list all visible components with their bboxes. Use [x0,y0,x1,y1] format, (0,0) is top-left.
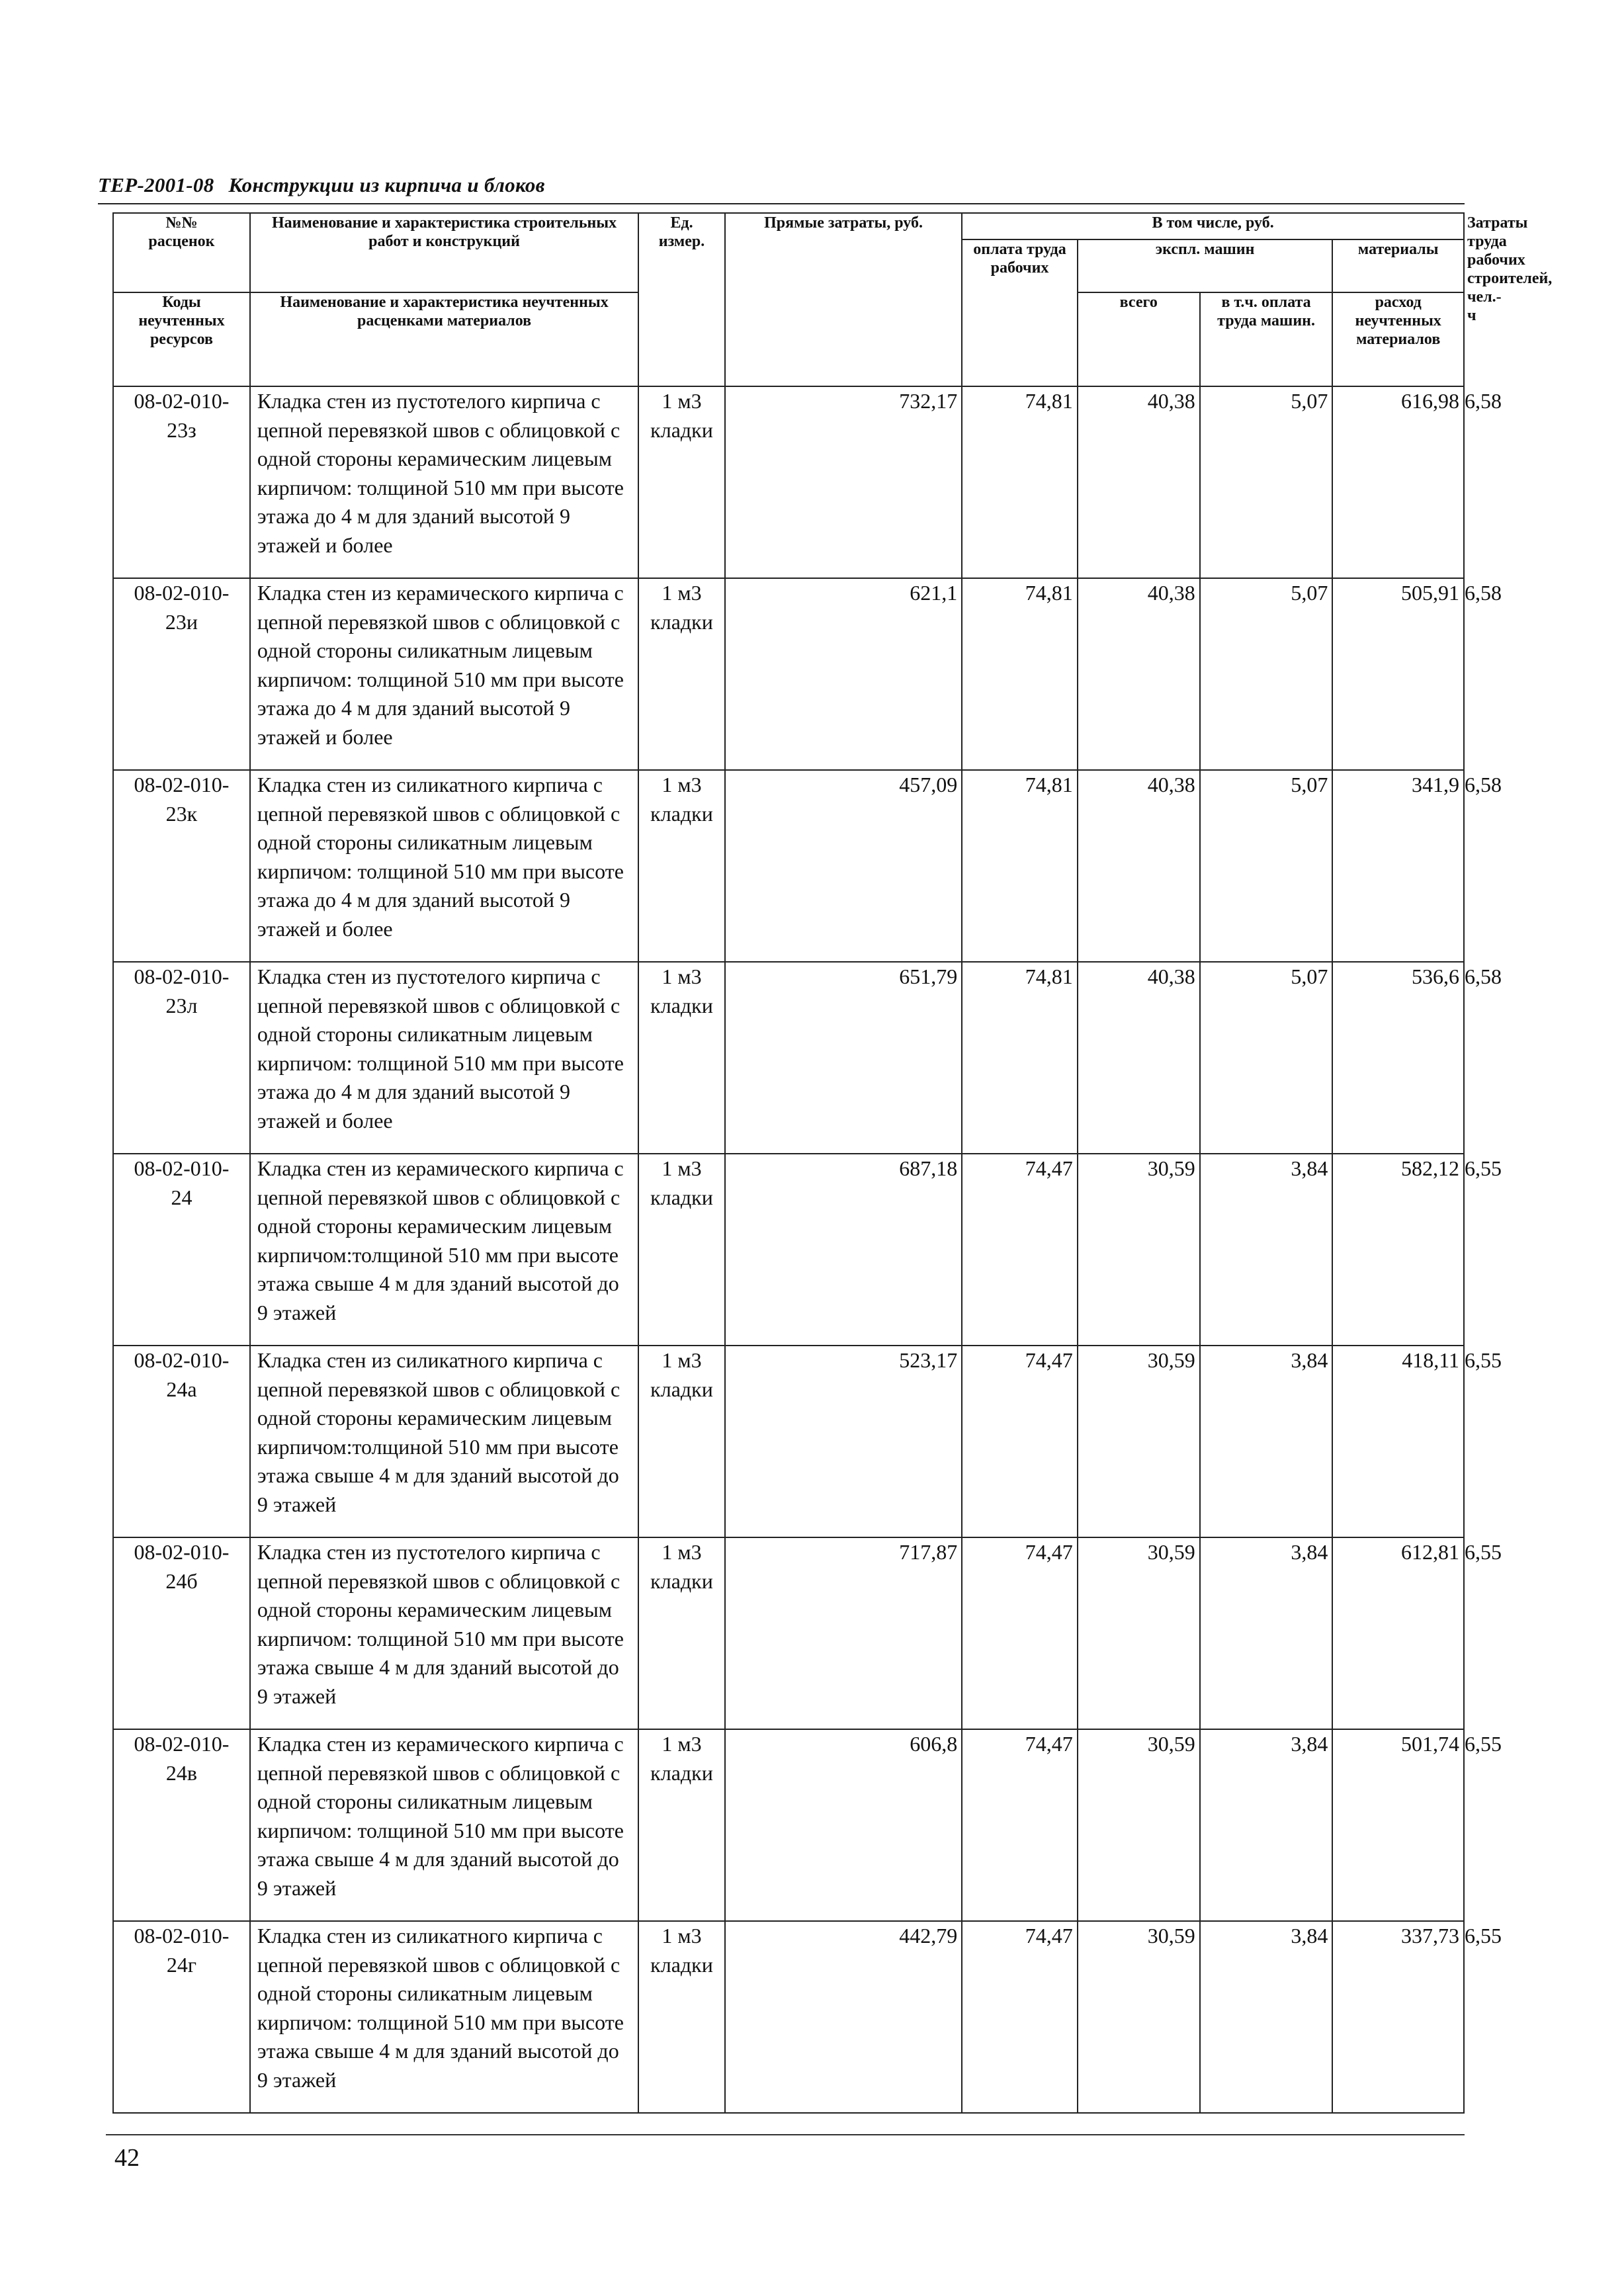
table-row: 08-02-010- 23к Кладка стен из силикатного кирпича с цепной перевязкой швов с облицовкой с одной стороны силикатным лицевым кирпичом: толщиной 510 мм при высоте этажа до 4 м для зданий высотой 9 этажей и более 1 м3 кладки 457,09 74,81 40,38 5,07 341,9 6,58 [113,770,1464,962]
rate-code-suffix: 24 [171,1185,192,1209]
unit-label: кладки [650,1568,713,1593]
col-header-machines: экспл. машин [1078,239,1333,292]
document-title: Конструкции из кирпича и блоков [228,173,545,196]
direct-cost: 687,18 [725,1154,962,1346]
header-divider [98,203,1465,204]
rate-code-suffix: 24б [165,1568,198,1593]
col-header-wage: оплата труда рабочих [962,239,1078,386]
unit-value: 1 м3 [662,1348,702,1372]
rate-unit [638,578,725,770]
unit-label: кладки [650,1185,713,1209]
col-header-materials: материалы [1332,239,1464,292]
worker-wage: 74,47 [962,1921,1078,2113]
rate-code [113,962,250,1154]
materials-cost: 341,9 [1332,770,1464,962]
rate-unit [638,386,725,578]
unit-value: 1 м3 [662,1732,702,1756]
rate-unit [638,1346,725,1537]
unit-value: 1 м3 [662,1156,702,1180]
unit-value: 1 м3 [662,1924,702,1948]
machine-cost: 30,59 [1078,1537,1200,1729]
unit-value: 1 м3 [662,581,702,605]
col-header-name: Наименование и характеристика строительных работ и конструкций [250,213,638,292]
materials-cost: 505,91 [1332,578,1464,770]
rates-table [112,212,1553,2114]
rate-unit [638,962,725,1154]
rate-unit [638,1921,725,2113]
direct-cost: 732,17 [725,386,962,578]
materials-cost: 582,12 [1332,1154,1464,1346]
machine-wage: 5,07 [1200,962,1333,1154]
rate-code [113,578,250,770]
worker-wage: 74,47 [962,1537,1078,1729]
materials-cost: 536,6 [1332,962,1464,1154]
worker-wage: 74,81 [962,578,1078,770]
worker-wage: 74,47 [962,1729,1078,1921]
machine-wage: 5,07 [1200,386,1333,578]
machine-wage: 3,84 [1200,1537,1333,1729]
worker-wage: 74,47 [962,1346,1078,1537]
col-header-direct: Прямые затраты, руб. [725,213,962,386]
rate-description: Кладка стен из пустотелого кирпича с цепной перевязкой швов с облицовкой с одной стороны керамическим лицевым кирпичом: толщиной 510 мм при высоте этажа до 4 м для зданий высотой 9 этажей и более [250,386,638,578]
rate-unit [638,770,725,962]
direct-cost: 621,1 [725,578,962,770]
direct-cost: 523,17 [725,1346,962,1537]
rate-code-suffix: 23з [167,417,196,442]
col-header-including: В том числе, руб. [962,213,1464,239]
machine-cost: 40,38 [1078,578,1200,770]
machine-cost: 30,59 [1078,1154,1200,1346]
rate-code [113,386,250,578]
table-row: 08-02-010- 24 Кладка стен из керамического кирпича с цепной перевязкой швов с облицовкой с одной стороны керамическим лицевым кирпичом:толщиной 510 мм при высоте этажа свыше 4 м для зданий высотой до 9 этажей 1 м3 кладки 687,18 74,47 30,59 3,84 582,12 6,55 [113,1154,1464,1346]
rate-code-suffix: 24г [166,1952,197,1977]
col-header-resource-codes: Коды неучтенных ресурсов [113,292,250,386]
rate-unit [638,1537,725,1729]
rate-code [113,1346,250,1537]
header-row-1: №№ расценок Наименование и характеристика строительных работ и конструкций Ед. измер. Прямые затраты, руб. В том числе, руб. Затраты труда рабочих строителей, чел.-ч [113,213,1464,239]
machine-cost: 40,38 [1078,770,1200,962]
rate-description: Кладка стен из керамического кирпича с цепной перевязкой швов с облицовкой с одной стороны керамическим лицевым кирпичом:толщиной 510 мм при высоте этажа свыше 4 м для зданий высотой до 9 этажей [250,1154,638,1346]
materials-cost: 501,74 [1332,1729,1464,1921]
materials-cost: 612,81 [1332,1537,1464,1729]
rate-code-suffix: 23и [165,609,198,634]
rate-code-suffix: 23л [165,993,198,1017]
rate-code-prefix: 08-02-010- [134,773,230,796]
rate-code-prefix: 08-02-010- [134,965,230,988]
rate-code-suffix: 23к [165,801,198,826]
unit-value: 1 м3 [662,1540,702,1564]
direct-cost: 442,79 [725,1921,962,2113]
table-row: 08-02-010- 23з Кладка стен из пустотелого кирпича с цепной перевязкой швов с облицовкой с одной стороны керамическим лицевым кирпичом: толщиной 510 мм при высоте этажа до 4 м для зданий высотой 9 этажей и более 1 м3 кладки 732,17 74,81 40,38 5,07 616,98 6,58 [113,386,1464,578]
rate-code [113,770,250,962]
worker-wage: 74,81 [962,386,1078,578]
rate-code-prefix: 08-02-010- [134,1348,230,1372]
col-header-machines-total: всего [1078,292,1200,386]
rate-description: Кладка стен из силикатного кирпича с цепной перевязкой швов с облицовкой с одной стороны силикатным лицевым кирпичом: толщиной 510 мм при высоте этажа до 4 м для зданий высотой 9 этажей и более [250,770,638,962]
rate-code [113,1921,250,2113]
rate-description: Кладка стен из пустотелого кирпича с цепной перевязкой швов с облицовкой с одной стороны керамическим лицевым кирпичом: толщиной 510 мм при высоте этажа свыше 4 м для зданий высотой до 9 этажей [250,1537,638,1729]
machine-cost: 30,59 [1078,1921,1200,2113]
rate-code [113,1154,250,1346]
table-row: 08-02-010- 23л Кладка стен из пустотелого кирпича с цепной перевязкой швов с облицовкой с одной стороны силикатным лицевым кирпичом: толщиной 510 мм при высоте этажа до 4 м для зданий высотой 9 этажей и более 1 м3 кладки 651,79 74,81 40,38 5,07 536,6 6,58 [113,962,1464,1154]
machine-cost: 30,59 [1078,1346,1200,1537]
materials-cost: 337,73 [1332,1921,1464,2113]
machine-wage: 5,07 [1200,578,1333,770]
machine-wage: 3,84 [1200,1729,1333,1921]
unit-label: кладки [650,1377,713,1401]
unit-value: 1 м3 [662,773,702,796]
unit-value: 1 м3 [662,389,702,413]
materials-cost: 418,11 [1332,1346,1464,1537]
materials-cost: 616,98 [1332,386,1464,578]
table-row: 08-02-010- 24в Кладка стен из керамического кирпича с цепной перевязкой швов с облицовкой с одной стороны силикатным лицевым кирпичом: толщиной 510 мм при высоте этажа свыше 4 м для зданий высотой до 9 этажей 1 м3 кладки 606,8 74,47 30,59 3,84 501,74 6,55 [113,1729,1464,1921]
rate-unit [638,1154,725,1346]
machine-cost: 40,38 [1078,386,1200,578]
rate-code-suffix: 24в [165,1760,197,1785]
unit-label: кладки [650,1760,713,1785]
rates-body [113,386,1502,2113]
rate-description: Кладка стен из керамического кирпича с цепной перевязкой швов с облицовкой с одной стороны силикатным лицевым кирпичом: толщиной 510 мм при высоте этажа до 4 м для зданий высотой 9 этажей и более [250,578,638,770]
rate-description: Кладка стен из керамического кирпича с цепной перевязкой швов с облицовкой с одной стороны силикатным лицевым кирпичом: толщиной 510 мм при высоте этажа свыше 4 м для зданий высотой до 9 этажей [250,1729,638,1921]
direct-cost: 606,8 [725,1729,962,1921]
rate-description: Кладка стен из силикатного кирпича с цепной перевязкой швов с облицовкой с одной стороны керамическим лицевым кирпичом:толщиной 510 мм при высоте этажа свыше 4 м для зданий высотой до 9 этажей [250,1346,638,1537]
unit-label: кладки [650,417,713,442]
unit-label: кладки [650,801,713,826]
machine-wage: 5,07 [1200,770,1333,962]
machine-wage: 3,84 [1200,1346,1333,1537]
rate-code-suffix: 24а [166,1377,197,1401]
table-row: 08-02-010- 24б Кладка стен из пустотелого кирпича с цепной перевязкой швов с облицовкой с одной стороны керамическим лицевым кирпичом: толщиной 510 мм при высоте этажа свыше 4 м для зданий высотой до 9 этажей 1 м3 кладки 717,87 74,47 30,59 3,84 612,81 6,55 [113,1537,1464,1729]
unit-label: кладки [650,609,713,634]
rate-code [113,1537,250,1729]
rate-code-prefix: 08-02-010- [134,581,230,605]
col-header-materials-consumption: расход неучтенных материалов [1332,292,1464,386]
rate-code-prefix: 08-02-010- [134,1924,230,1948]
rate-code-prefix: 08-02-010- [134,389,230,413]
unit-label: кладки [650,1952,713,1977]
machine-wage: 3,84 [1200,1154,1333,1346]
footer-divider [106,2134,1465,2135]
machine-wage: 3,84 [1200,1921,1333,2113]
machine-cost: 40,38 [1078,962,1200,1154]
table-row: 08-02-010- 24г Кладка стен из силикатного кирпича с цепной перевязкой швов с облицовкой с одной стороны силикатным лицевым кирпичом: толщиной 510 мм при высоте этажа свыше 4 м для зданий высотой до 9 этажей 1 м3 кладки 442,79 74,47 30,59 3,84 337,73 6,55 [113,1921,1464,2113]
direct-cost: 457,09 [725,770,962,962]
col-header-machines-wage: в т.ч. оплата труда машин. [1200,292,1333,386]
machine-cost: 30,59 [1078,1729,1200,1921]
worker-wage: 74,81 [962,962,1078,1154]
col-header-number: №№ расценок [113,213,250,292]
document-code: ТЕР-2001-08 [98,173,214,196]
table-row: 08-02-010- 24а Кладка стен из силикатного кирпича с цепной перевязкой швов с облицовкой с одной стороны керамическим лицевым кирпичом:толщиной 510 мм при высоте этажа свыше 4 м для зданий высотой до 9 этажей 1 м3 кладки 523,17 74,47 30,59 3,84 418,11 6,55 [113,1346,1464,1537]
rate-code-prefix: 08-02-010- [134,1540,230,1564]
col-header-unit: Ед. измер. [638,213,725,386]
rate-description: Кладка стен из силикатного кирпича с цепной перевязкой швов с облицовкой с одной стороны силикатным лицевым кирпичом: толщиной 510 мм при высоте этажа свыше 4 м для зданий высотой до 9 этажей [250,1921,638,2113]
unit-value: 1 м3 [662,965,702,988]
table-row: 08-02-010- 23и Кладка стен из керамического кирпича с цепной перевязкой швов с облицовкой с одной стороны силикатным лицевым кирпичом: толщиной 510 мм при высоте этажа до 4 м для зданий высотой 9 этажей и более 1 м3 кладки 621,1 74,81 40,38 5,07 505,91 6,58 [113,578,1464,770]
rate-code [113,1729,250,1921]
rate-code-prefix: 08-02-010- [134,1732,230,1756]
page-number: 42 [114,2144,140,2172]
worker-wage: 74,47 [962,1154,1078,1346]
worker-wage: 74,81 [962,770,1078,962]
rate-unit [638,1729,725,1921]
unit-label: кладки [650,993,713,1017]
direct-cost: 717,87 [725,1537,962,1729]
direct-cost: 651,79 [725,962,962,1154]
rate-description: Кладка стен из пустотелого кирпича с цепной перевязкой швов с облицовкой с одной стороны силикатным лицевым кирпичом: толщиной 510 мм при высоте этажа до 4 м для зданий высотой 9 этажей и более [250,962,638,1154]
rate-code-prefix: 08-02-010- [134,1156,230,1180]
col-header-resource-names: Наименование и характеристика неучтенных расценками материалов [250,292,638,386]
document-header [98,173,1465,197]
